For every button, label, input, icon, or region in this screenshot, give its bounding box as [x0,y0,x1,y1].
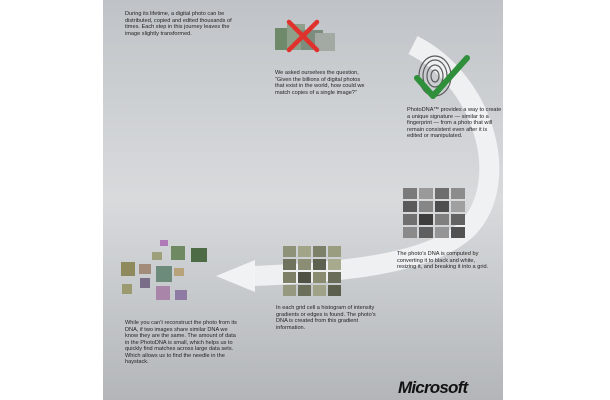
dna-block [122,284,132,294]
step-4-caption: The photo’s DNA is computed by converting it to black and white, resizing it, and breaking it into a grid. [397,251,489,270]
step-6-caption: While you can’t reconstruct the photo from its DNA, if two images share similar DNA we know they are the same. The amount of data in the PhotoDNA is small, which helps us to quickly find matches across large data sets. Which allows us to find the needle in the haystack. [125,320,237,365]
dna-block [171,246,185,260]
scattered-dna-blocks [118,238,218,310]
microsoft-logo: Microsoft [398,378,468,397]
dna-block [191,248,207,262]
dna-block [175,290,187,300]
photo-copies-stack [275,18,337,58]
grid-cells [403,188,467,240]
dna-block [139,264,151,274]
step-5-caption: In each grid cell a histogram of intensity gradients or edges is found. The photo’s DNA is created from this gradient information. [276,305,376,331]
fingerprint-check-graphic [413,52,471,104]
dna-block [156,266,172,282]
step-2-caption: We asked ourselves the question, “Given the billions of digital photos that exist in the world, how could we match copies of a single image?” [275,70,365,96]
red-x-icon [285,18,321,54]
photodna-infographic-panel [103,0,503,400]
dna-block [160,240,168,246]
gradient-grid-image [283,246,343,298]
dna-block [121,262,135,276]
dna-block [156,286,170,300]
dna-block [174,268,184,276]
gradient-cells [283,246,343,298]
dna-block [152,252,162,260]
grayscale-grid-image [403,188,467,240]
dna-block [140,278,150,288]
arrow-head-icon [216,260,255,292]
step-1-caption: During its lifetime, a digital photo can be distributed, copied and edited thousands of times. Each step in this journey leaves the image slightly transformed. [125,11,232,37]
step-3-caption: PhotoDNA™ provides a way to create a unique signature — similar to a fingerprint — from a photo that will remain consistent even after it is edited or manipulated. [407,107,502,139]
